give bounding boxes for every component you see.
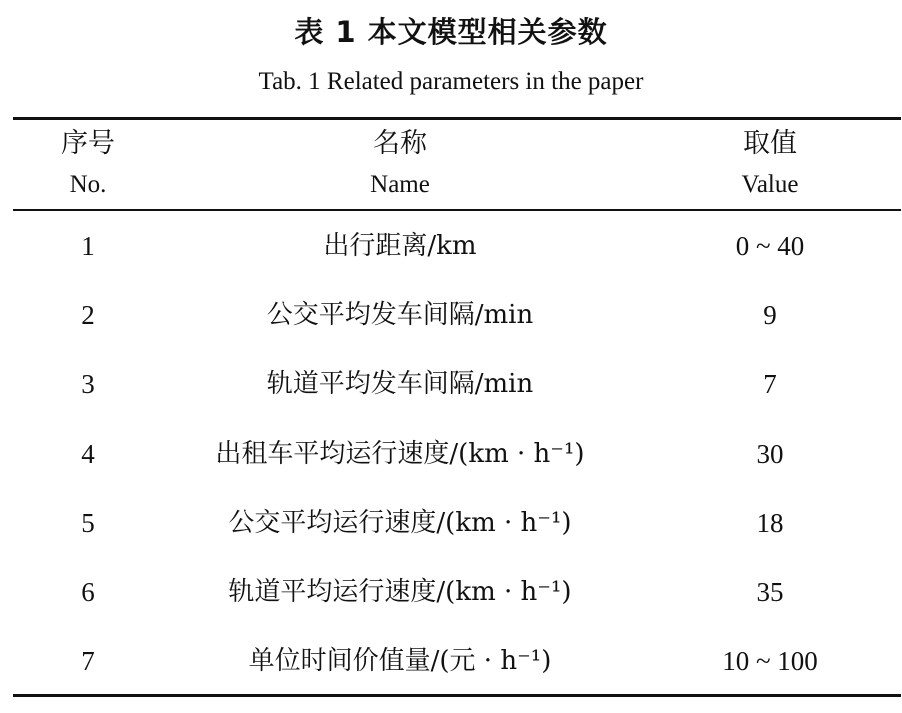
header-value-en: Value: [741, 171, 799, 198]
row-parameter-name: 公交平均运行速度/(km · h⁻¹): [228, 508, 572, 538]
row-parameter-name: 出行距离/km: [323, 231, 477, 261]
table-bottom-rule: [13, 694, 901, 697]
header-name-en: Name: [370, 171, 430, 198]
table-title-cn: 表 1 本文模型相关参数: [294, 15, 608, 49]
row-parameter-name: 公交平均发车间隔/min: [266, 300, 534, 330]
table-top-rule: [13, 117, 901, 120]
row-parameter-value: 10 ~ 100: [722, 646, 818, 676]
header-name-cn: 名称: [373, 128, 427, 159]
row-parameter-value: 0 ~ 40: [735, 231, 805, 261]
row-parameter-value: 35: [756, 577, 784, 607]
row-number: 6: [81, 577, 95, 607]
row-number: 7: [81, 646, 95, 676]
header-rule: [13, 209, 901, 211]
row-parameter-name: 轨道平均发车间隔/min: [266, 369, 534, 399]
row-parameter-value: 7: [763, 369, 777, 399]
row-parameter-value: 18: [756, 508, 784, 538]
header-no-cn: 序号: [61, 128, 115, 159]
header-value-cn: 取值: [743, 128, 797, 159]
row-parameter-name: 轨道平均运行速度/(km · h⁻¹): [228, 577, 572, 607]
row-parameter-name: 出租车平均运行速度/(km · h⁻¹): [215, 439, 585, 469]
row-number: 3: [81, 369, 95, 399]
row-parameter-value: 30: [756, 439, 784, 469]
row-number: 2: [81, 300, 95, 330]
header-no-en: No.: [69, 171, 107, 198]
row-number: 5: [81, 508, 95, 538]
row-number: 1: [81, 231, 95, 261]
table-title-en: Tab. 1 Related parameters in the paper: [258, 68, 644, 95]
row-parameter-name: 单位时间价值量/(元 · h⁻¹): [248, 646, 552, 676]
row-parameter-value: 9: [763, 300, 777, 330]
row-number: 4: [81, 439, 95, 469]
